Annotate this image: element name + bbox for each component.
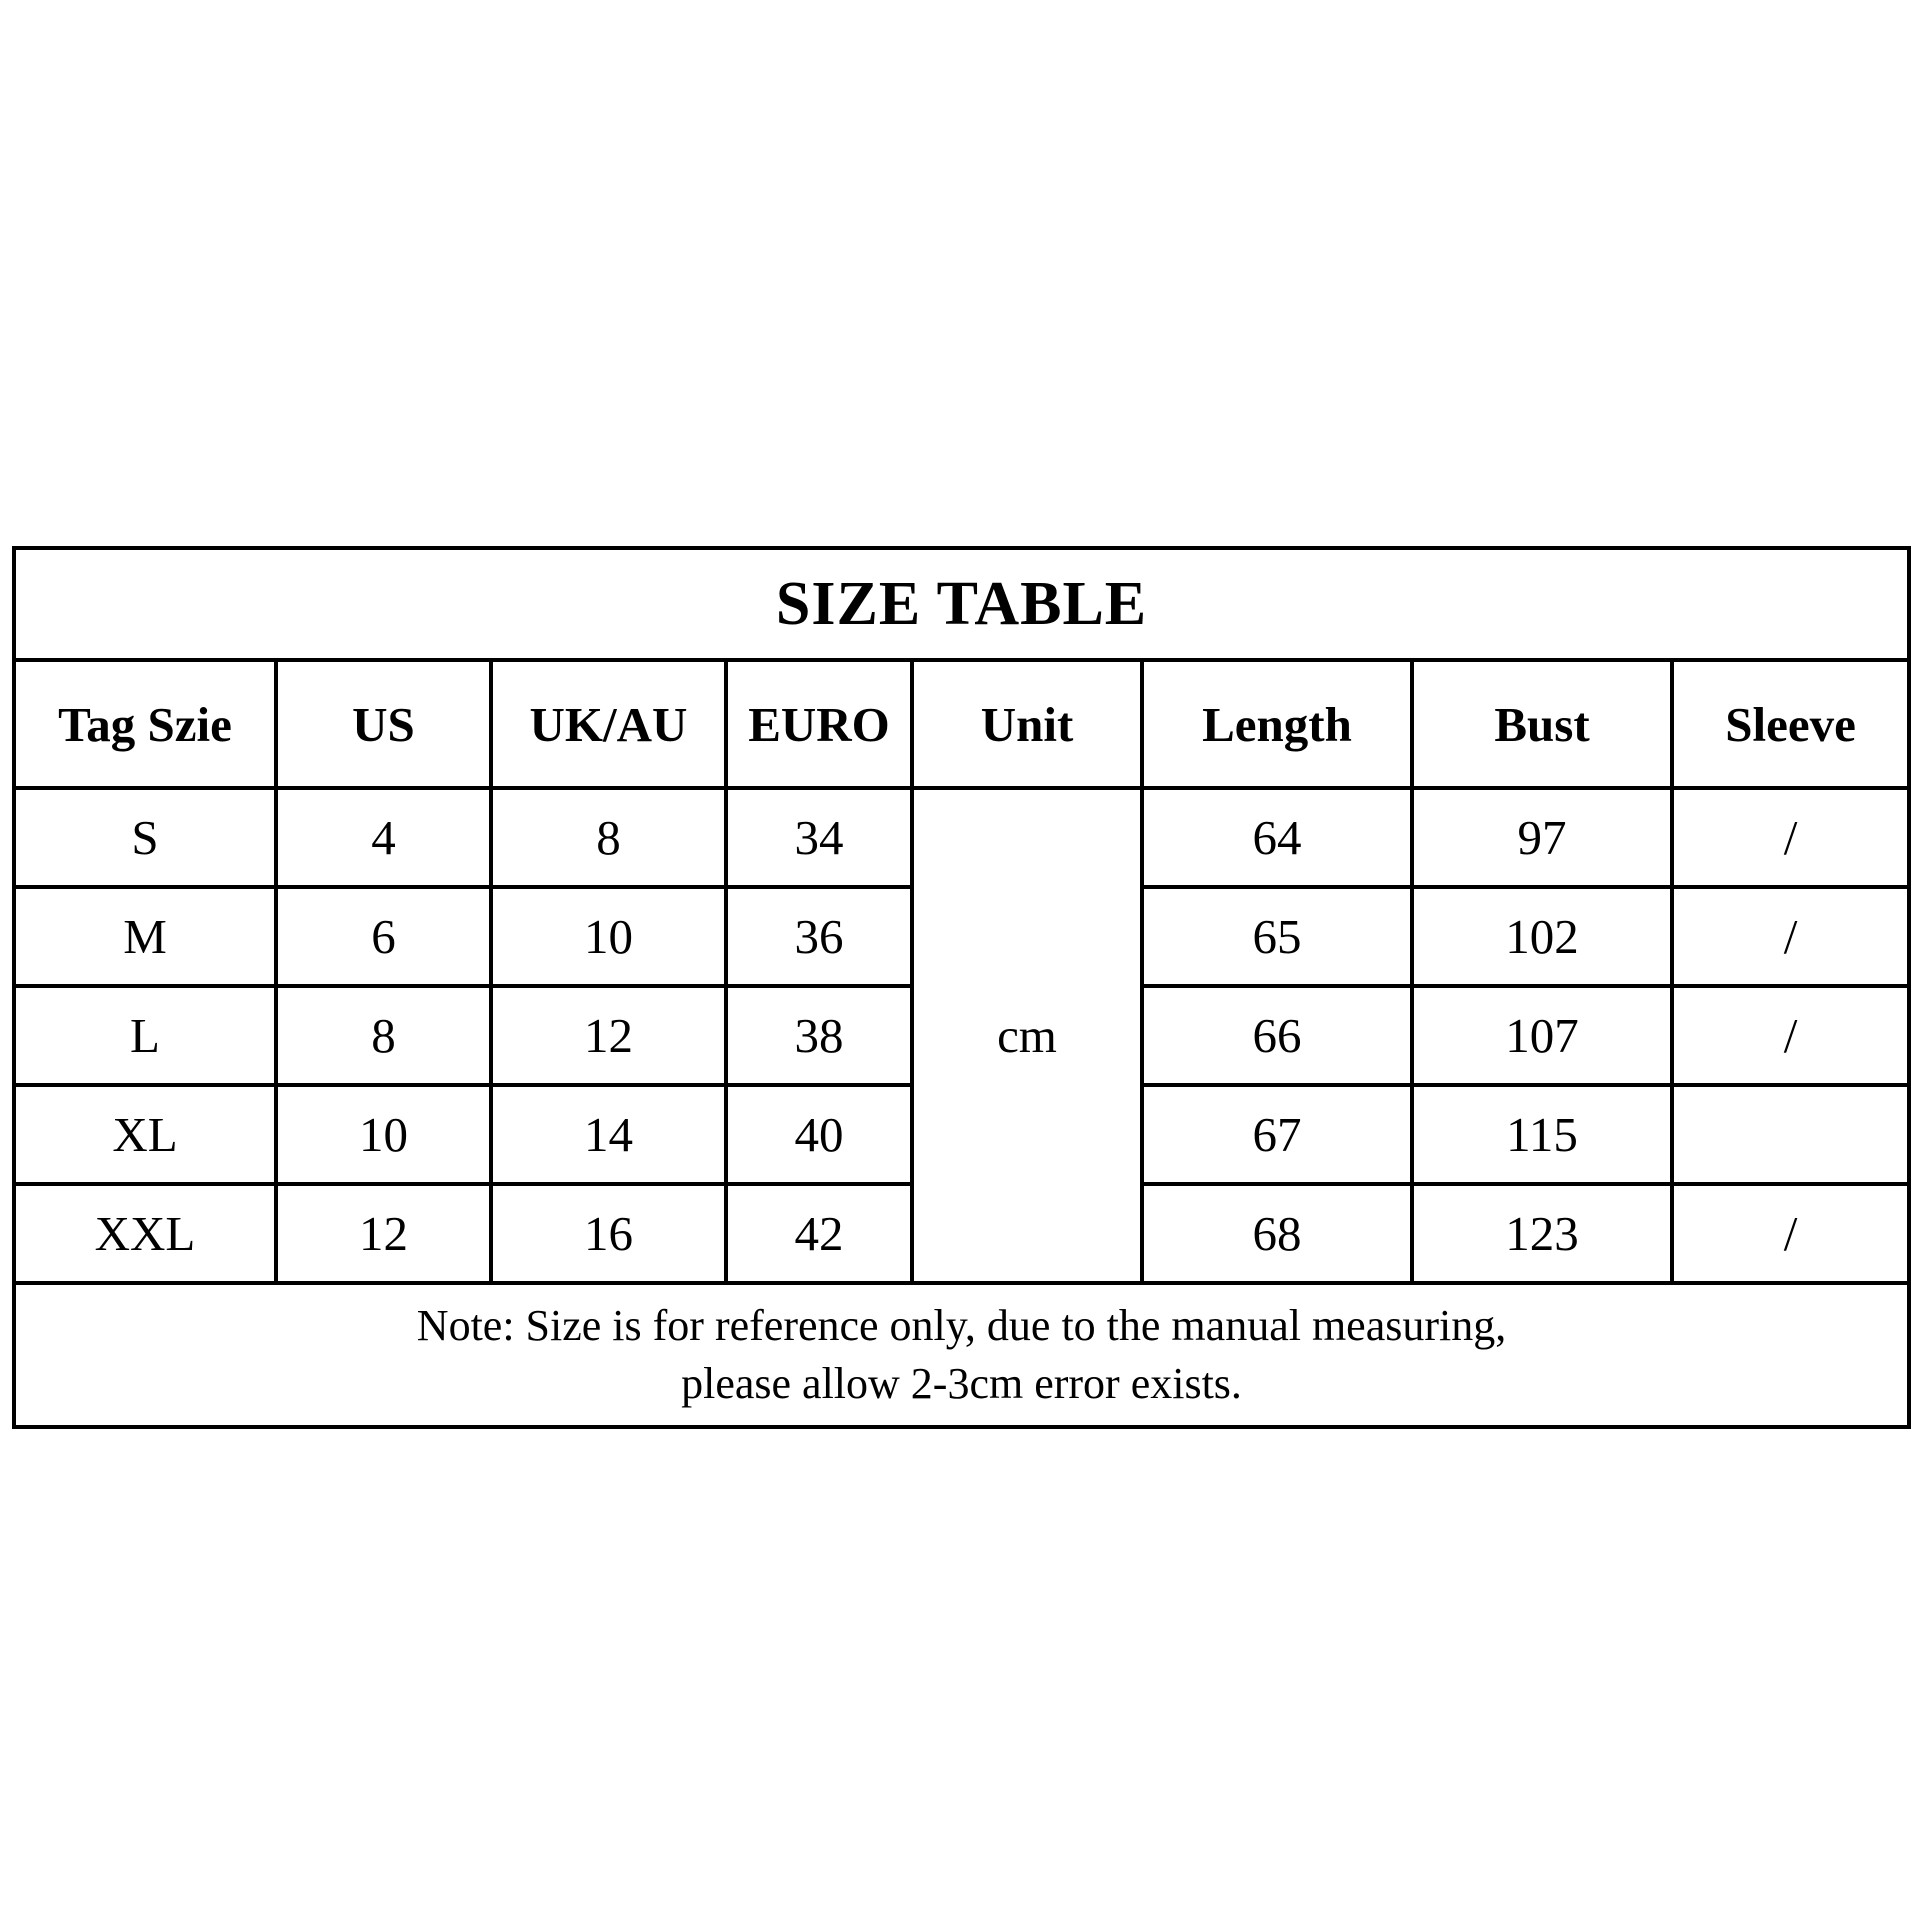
- cell-tag-size: M: [14, 887, 276, 986]
- column-header-unit: Unit: [912, 660, 1142, 788]
- column-header-sleeve: Sleeve: [1672, 660, 1909, 788]
- cell-bust: 107: [1412, 986, 1672, 1085]
- size-note-line-2: please allow 2-3cm error exists.: [681, 1359, 1242, 1408]
- column-header-bust: Bust: [1412, 660, 1672, 788]
- size-note: [14, 1283, 1909, 1427]
- cell-sleeve: /: [1672, 1184, 1909, 1283]
- cell-length: 65: [1142, 887, 1412, 986]
- cell-euro: 38: [726, 986, 912, 1085]
- cell-euro: 36: [726, 887, 912, 986]
- cell-euro: 40: [726, 1085, 912, 1184]
- cell-us: 4: [276, 788, 491, 887]
- cell-tag-size: XL: [14, 1085, 276, 1184]
- size-note-line-1: Note: Size is for reference only, due to the manual measuring,: [416, 1300, 1507, 1350]
- column-header-tag-size: Tag Szie: [14, 660, 276, 788]
- cell-sleeve: [1672, 1085, 1909, 1184]
- cell-us: 10: [276, 1085, 491, 1184]
- cell-uk-au: 12: [491, 986, 726, 1085]
- column-header-us: US: [276, 660, 491, 788]
- cell-uk-au: 10: [491, 887, 726, 986]
- cell-unit: cm: [912, 788, 1142, 1283]
- cell-uk-au: 16: [491, 1184, 726, 1283]
- size-table: [12, 546, 1911, 1429]
- cell-length: 67: [1142, 1085, 1412, 1184]
- column-header-length: Length: [1142, 660, 1412, 788]
- size-table-container: [12, 546, 1907, 1412]
- column-header-euro: EURO: [726, 660, 912, 788]
- cell-bust: 97: [1412, 788, 1672, 887]
- table-row: [14, 788, 1909, 887]
- cell-uk-au: 14: [491, 1085, 726, 1184]
- cell-uk-au: 8: [491, 788, 726, 887]
- column-header-uk-au: UK/AU: [491, 660, 726, 788]
- cell-sleeve: /: [1672, 986, 1909, 1085]
- cell-bust: 123: [1412, 1184, 1672, 1283]
- cell-bust: 102: [1412, 887, 1672, 986]
- page-title: SIZE TABLE: [14, 548, 1909, 660]
- cell-length: 64: [1142, 788, 1412, 887]
- cell-length: 68: [1142, 1184, 1412, 1283]
- cell-sleeve: /: [1672, 788, 1909, 887]
- table-header-row: [14, 660, 1909, 788]
- cell-euro: 34: [726, 788, 912, 887]
- cell-bust: 115: [1412, 1085, 1672, 1184]
- table-title-row: [14, 548, 1909, 660]
- cell-us: 8: [276, 986, 491, 1085]
- cell-length: 66: [1142, 986, 1412, 1085]
- cell-sleeve: /: [1672, 887, 1909, 986]
- cell-tag-size: S: [14, 788, 276, 887]
- cell-us: 12: [276, 1184, 491, 1283]
- cell-tag-size: XXL: [14, 1184, 276, 1283]
- cell-euro: 42: [726, 1184, 912, 1283]
- cell-us: 6: [276, 887, 491, 986]
- table-note-row: [14, 1283, 1909, 1427]
- cell-tag-size: L: [14, 986, 276, 1085]
